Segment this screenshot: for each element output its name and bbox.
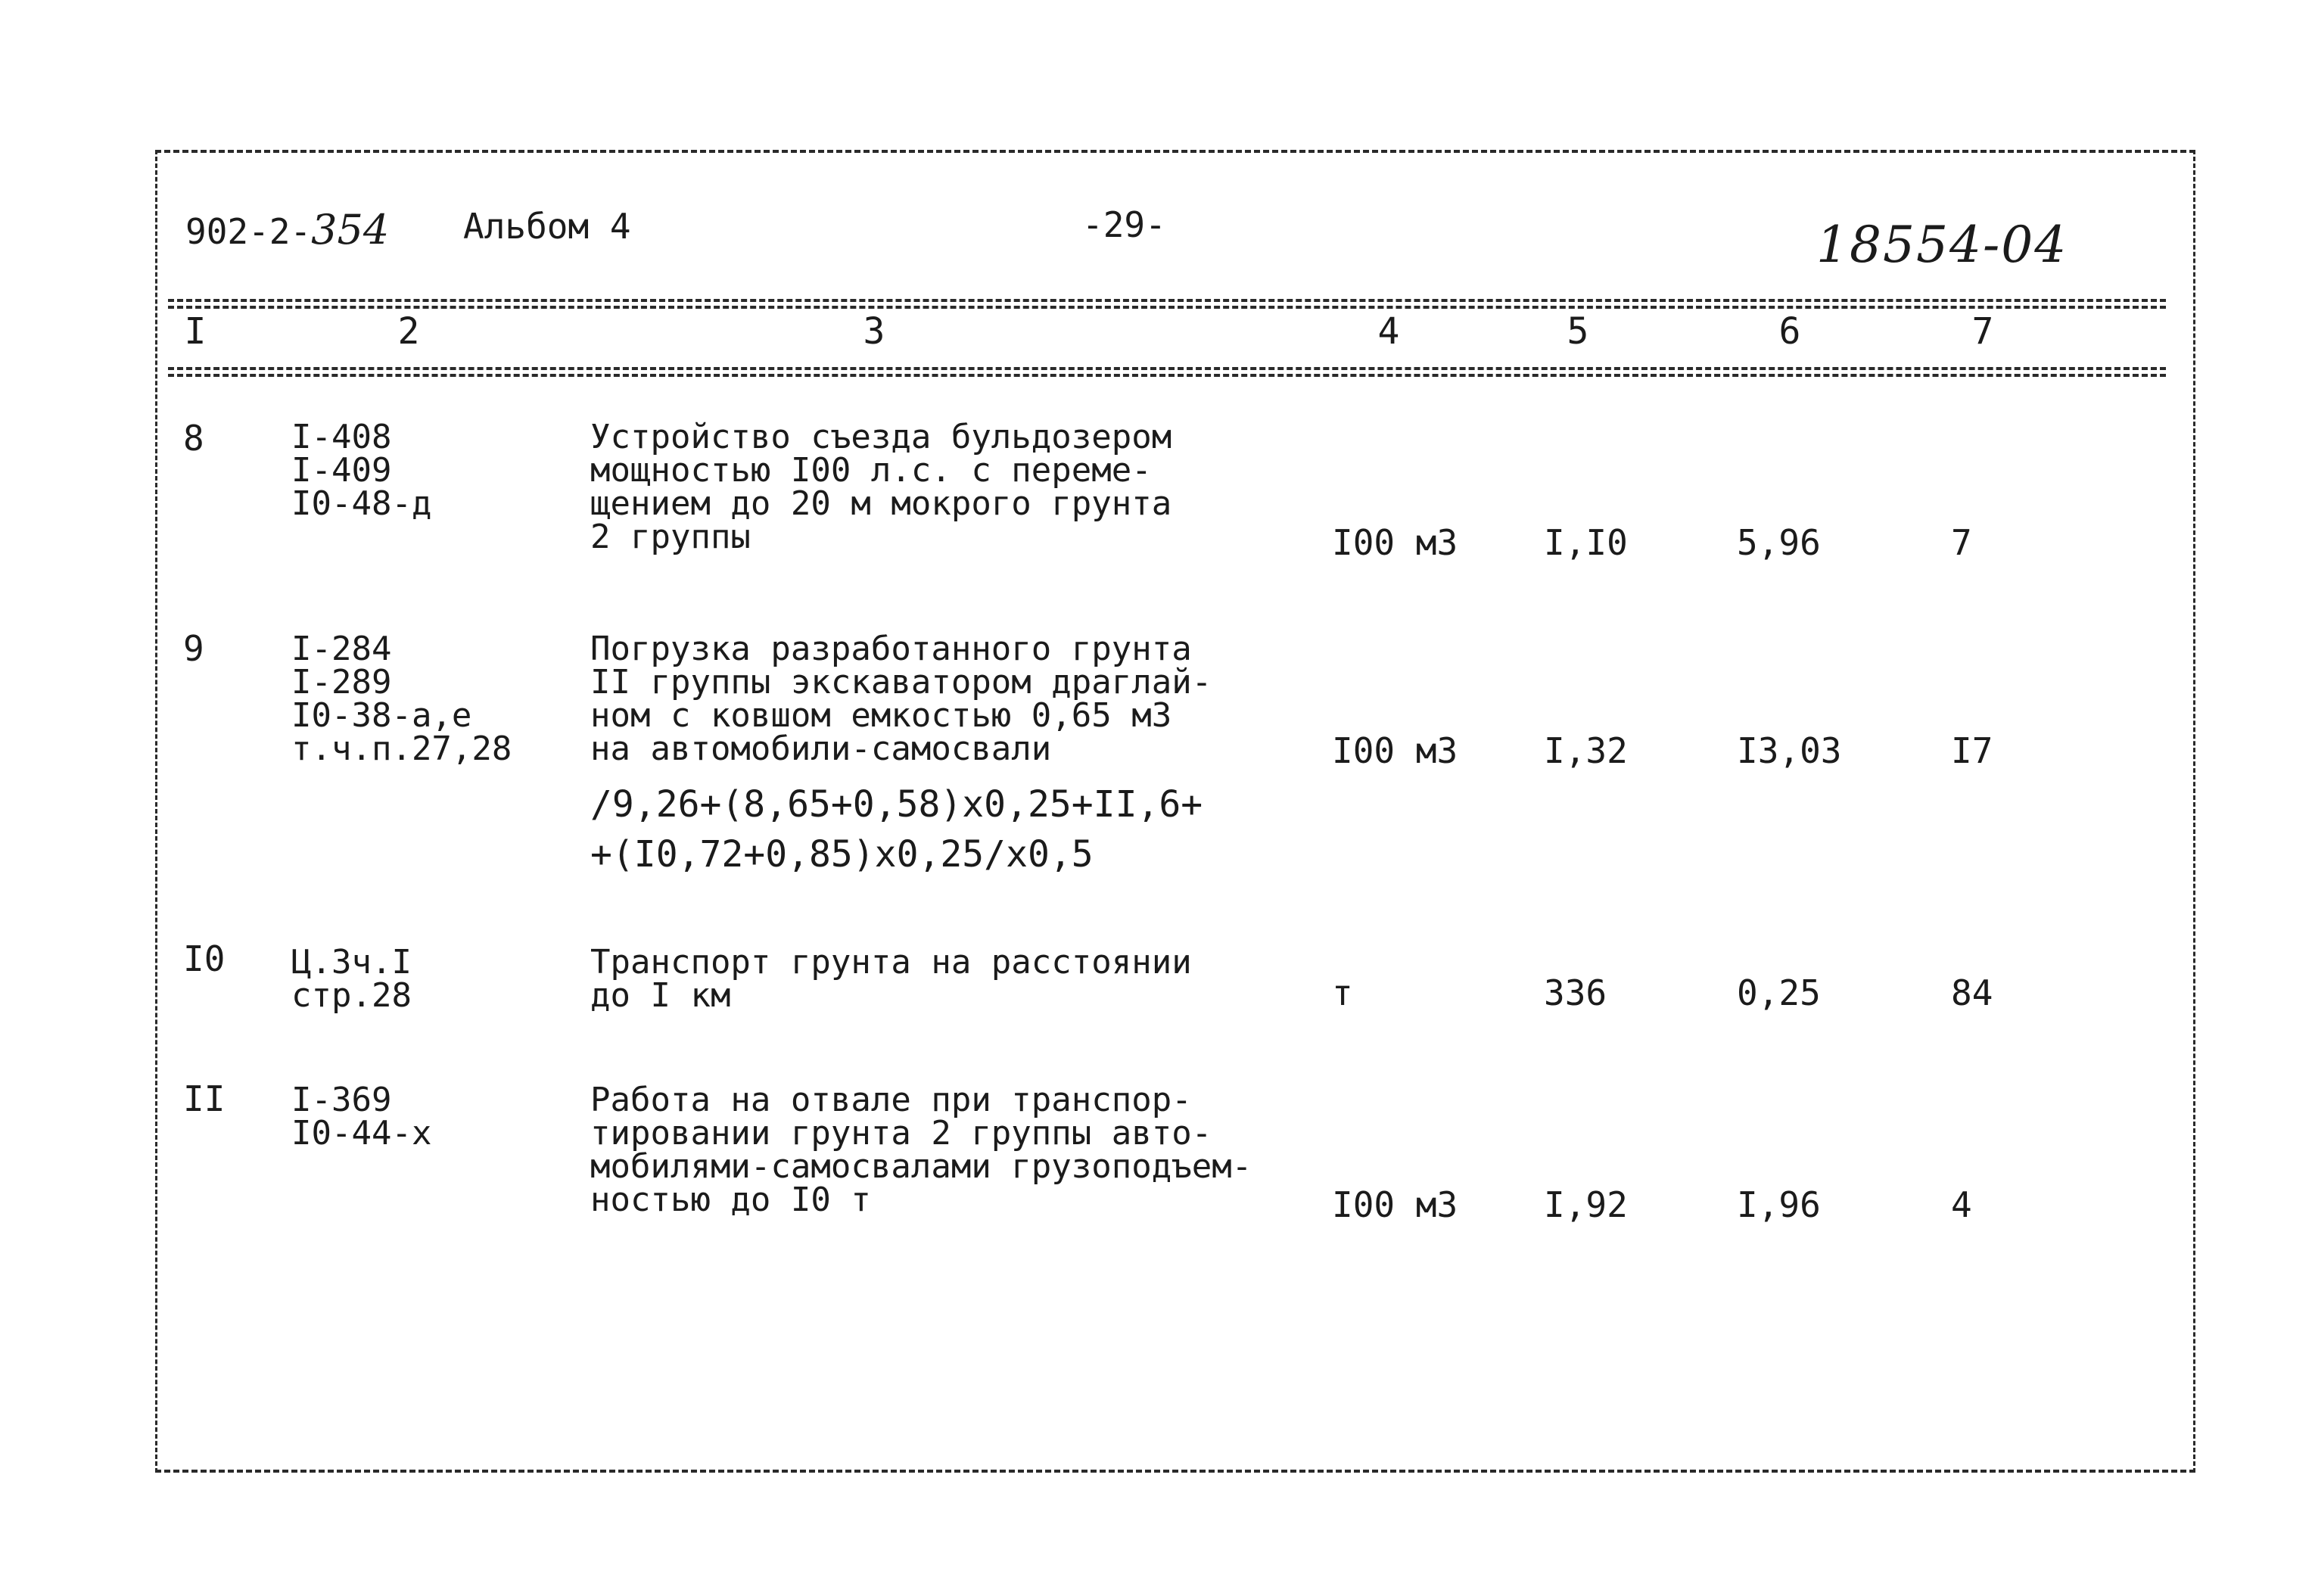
description-line: II группы экскаватором драглай- (590, 663, 1212, 702)
description-line: Транспорт грунта на расстоянии (590, 943, 1192, 982)
description-line: Устройство съезда бульдозером (590, 418, 1172, 456)
row-codes (291, 1081, 432, 1153)
description-line: ном с ковшом емкостью 0,65 м3 (590, 696, 1172, 735)
row-formula (590, 779, 1203, 879)
column-number-4: 4 (1377, 310, 1400, 353)
row-number: I0 (183, 938, 226, 979)
code-line: I-409 (291, 451, 392, 490)
document-code (185, 206, 389, 254)
row-total: 7 (1951, 522, 1972, 563)
row-quantity: I,32 (1544, 730, 1628, 771)
row-number: II (183, 1078, 226, 1119)
code-line: I-284 (291, 630, 392, 668)
handwritten-stamp-number: 18554-04 (1816, 216, 2068, 274)
row-description (590, 943, 1192, 1015)
row-description (590, 418, 1172, 556)
row-codes (291, 943, 412, 1015)
description-line: 2 группы (590, 518, 751, 556)
row-codes (291, 418, 432, 523)
description-line: на автомобили-самосвали (590, 730, 1052, 768)
row-number: 9 (183, 628, 204, 669)
album-label: Альбом 4 (463, 206, 631, 247)
row-unit-price: 5,96 (1737, 522, 1821, 563)
header-bottom-rule-double (168, 374, 2166, 377)
row-codes (291, 630, 512, 768)
code-line: т.ч.п.27,28 (291, 730, 512, 768)
header-bottom-rule (168, 367, 2166, 370)
code-line: I0-38-а,е (291, 696, 472, 735)
code-line: I-369 (291, 1081, 392, 1119)
row-unit-price: I,96 (1737, 1184, 1821, 1225)
row-total: I7 (1951, 730, 1993, 771)
column-number-7: 7 (1971, 310, 1994, 353)
formula-line: /9,26+(8,65+0,58)x0,25+II,6+ (590, 783, 1203, 826)
code-line: I0-44-х (291, 1114, 432, 1153)
code-line: I0-48-д (291, 484, 432, 523)
row-unit-price: 0,25 (1737, 972, 1821, 1013)
row-unit: I00 м3 (1332, 1184, 1458, 1225)
row-quantity: I,I0 (1544, 522, 1628, 563)
column-number-1: I (184, 310, 207, 353)
description-line: тировании грунта 2 группы авто- (590, 1114, 1212, 1153)
row-quantity: 336 (1544, 972, 1607, 1013)
code-line: Ц.3ч.I (291, 943, 412, 982)
header-top-rule-double (168, 306, 2166, 309)
row-unit: I00 м3 (1332, 730, 1458, 771)
row-number: 8 (183, 418, 204, 459)
description-line: Работа на отвале при транспор- (590, 1081, 1192, 1119)
header-top-rule (168, 299, 2166, 302)
document-code-handwritten: 354 (311, 206, 390, 254)
row-description (590, 630, 1212, 768)
description-line: щением до 20 м мокрого грунта (590, 484, 1172, 523)
description-line: Погрузка разработанного грунта (590, 630, 1192, 668)
row-unit: I00 м3 (1332, 522, 1458, 563)
column-number-5: 5 (1567, 310, 1589, 353)
code-line: стр.28 (291, 976, 412, 1015)
column-number-2: 2 (397, 310, 420, 353)
row-quantity: I,92 (1544, 1184, 1628, 1225)
description-line: ностью до I0 т (590, 1181, 871, 1219)
description-line: мощностью I00 л.с. с переме- (590, 451, 1152, 490)
code-line: I-289 (291, 663, 392, 702)
page-number: -29- (1082, 204, 1166, 245)
column-number-6: 6 (1778, 310, 1801, 353)
row-description (590, 1081, 1252, 1219)
description-line: мобилями-самосвалами грузоподъем- (590, 1147, 1252, 1186)
row-total: 4 (1951, 1184, 1972, 1225)
document-code-prefix: 902-2- (185, 211, 312, 252)
row-unit-price: I3,03 (1737, 730, 1842, 771)
code-line: I-408 (291, 418, 392, 456)
row-total: 84 (1951, 972, 1993, 1013)
row-unit: т (1332, 972, 1353, 1013)
column-number-3: 3 (863, 310, 885, 353)
description-line: до I км (590, 976, 731, 1015)
formula-line: +(I0,72+0,85)x0,25/x0,5 (590, 833, 1094, 876)
